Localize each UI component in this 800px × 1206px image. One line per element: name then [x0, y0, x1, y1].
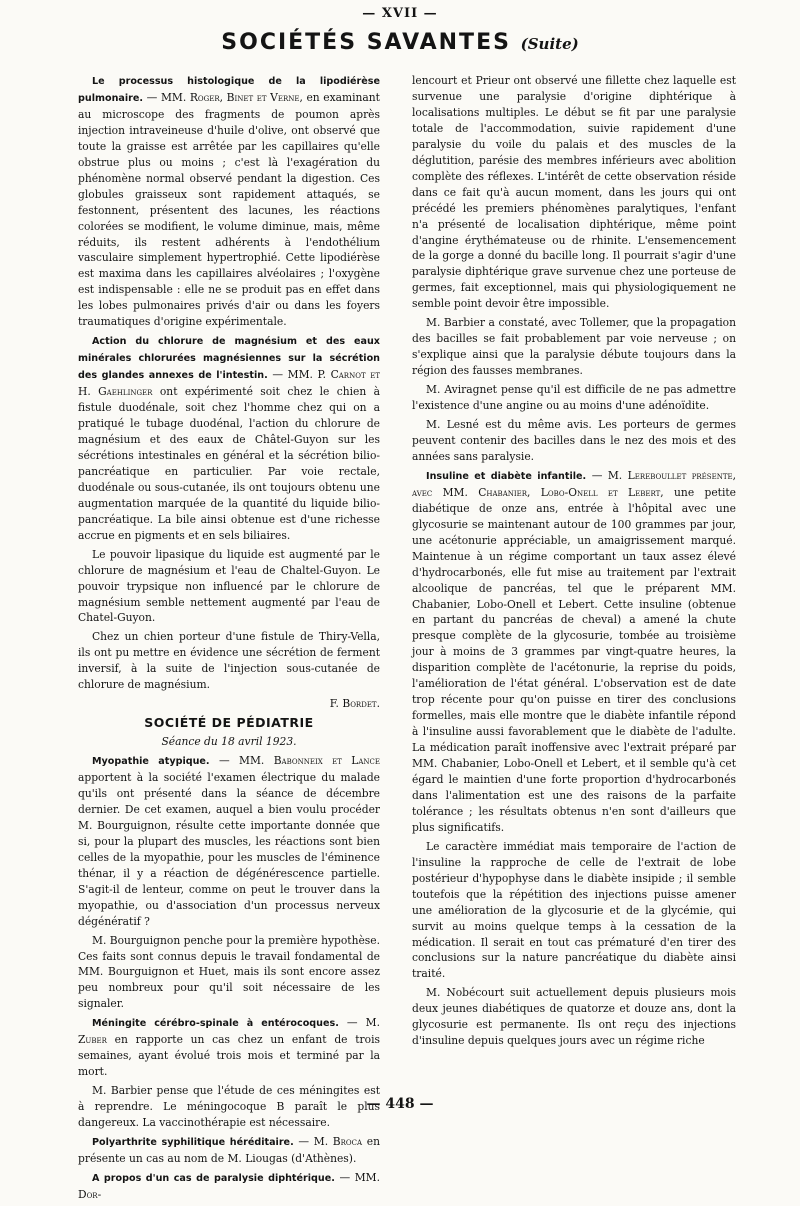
page-number: — 448 —	[366, 1096, 434, 1112]
article-paragraph: M. Bourguignon penche pour la première hypothèse. Ces faits sont connus depuis le travail fondamental de MM. Bourguignon et Huet, mais ils sont encore assez peu nombreux pour qu'il soit nécessaire de les signaler.	[78, 933, 380, 1011]
article-paragraph: M. Barbier a constaté, avec Tollemer, que la propagation des bacilles se fait probablement par voie nerveuse ; on s'explique ainsi que la paralysie débute toujours dans la région des fausses membranes.	[412, 316, 736, 378]
article-signature: F. Bordet.	[329, 697, 380, 711]
article-authors: — M. Broca	[298, 1135, 363, 1148]
left-column	[78, 73, 380, 1206]
article-body: une petite diabétique de onze ans, entrée à l'hôpital avec une glycosurie se maintenant autour de 100 grammes par jour, une acétonurie appréciable, un amaigrissement marqué. Maintenue à un régime comportant un taux assez élevé d'hydrocarbonés, elle fut mise au traitement par l'extrait alcoolique de pancréas, tel que le préparent MM. Chabanier, Lobo-Onell et Lebert. Cette insuline (obtenue en partant du pancréas de cheval) a amené la chute presque complète de la glycosurie, tombée au troisième jour à moins de 3 grammes par vingt-quatre heures, la disparition complète de l'acétonurie, la reprise du poids, l'amélioration de l'état général. L'observation est de date trop récente pour qu'on puisse en tirer des conclusions formelles, mais elle montre que le diabète infantile répond à l'insuline aussi favorablement que le diabète de l'adulte. La médication paraît inoffensive avec l'extrait préparé par MM. Chabanier, Lobo-Onell et Lebert, et il semble qu'à cet égard le maintien d'une forte proportion d'hydrocarbonés dans l'alimentation est une des raisons de la parfaite tolérance ; les résultats obtenus n'en sont d'ailleurs que plus significatifs.	[412, 485, 736, 834]
article-body-continued: lencourt et Prieur ont observé une fillette chez laquelle est survenue une paralysie d'origine diphtérique à localisations multiples. Le début se fit par une paralysie totale de l'accommodation, suivie rapidement d'une paralysie du voile du palais et des muscles de la déglutition, parésie des membres inférieurs avec abolition complète des réflexes. L'intérêt de cette observation réside dans ce fait qu'à aucun moment, dans les jours qui ont précédé les premiers phénomènes paralytiques, l'enfant n'a présenté de localisation diphtérique, même point d'angine érythémateuse ou de rhinite. L'ensemencement de la gorge a donné du bacille long. Il pourrait s'agir d'une paralysie diphtérique grave survenue chez une porteuse de germes, fait exceptionnel, mais qui physiologiquement ne semble point devoir être impossible.	[412, 74, 736, 311]
article-body: en examinant au microscope des fragments de poumon après injection intraveineuse d'huile d'olive, ont observé que toute la graisse est arrêtée par les capillaires qu'elle obstrue plus ou moins ; c'est là l'exagération du phénomène normal observé pendant la digestion. Ces globules graisseux sont rapidement attaqués, se festonnent, présentent des lacunes, les réactions colorées se modifient, le volume diminue, mais, même réduits, ils restent adhérents à l'endothélium vasculaire simplement hypertrophié. Cette lipodiérèse est maxima dans les capillaires alvéolaires ; l'oxygène est indispensable : elle ne se produit pas en effet dans les lobes pulmonaires privés d'air ou dans les foyers traumatiques d'origine expérimentale.	[78, 90, 380, 329]
article-title: Polyarthrite syphilitique héréditaire.	[92, 1137, 294, 1148]
article-polyarthrite	[78, 1134, 380, 1167]
article-paragraph: M. Barbier pense que l'étude de ces méningites est à reprendre. Le méningocoque B paraît le plus dangereux. La vaccinothérapie est nécessaire.	[78, 1084, 380, 1130]
article-lipodierese	[78, 73, 380, 330]
section-title-text: SOCIÉTÉS SAVANTES	[221, 30, 511, 55]
article-paragraph: Chez un chien porteur d'une fistule de Thiry-Vella, ils ont pu mettre en évidence une sécrétion de ferment inversif, à la suite de l'injection sous-cutanée de chlorure de magnésium.	[78, 630, 380, 692]
article-title: Le processus histologique de la lipodiérèse pulmonaire.	[78, 76, 380, 104]
page-header-roman-numeral: — XVII —	[362, 6, 438, 21]
article-body: en rapporte un cas chez un enfant de trois semaines, ayant évolué trois mois et terminé par la mort.	[78, 1033, 380, 1079]
article-body: apportent à la société l'examen électrique du malade qu'ils ont présenté dans la séance de décembre dernier. De cet examen, auquel a bien voulu procéder M. Bourguignon, résulte cette importante donnée que si, pour la plupart des muscles, les réactions sont bien celles de la myopathie, pour les muscles de l'éminence thénar, il y a réaction de dégénérescence partielle. S'agit-il de lenteur, comme on peut le trouver dans la myopathie, ou d'association d'un processus nerveux dégénératif ?	[78, 771, 380, 928]
society-heading: SOCIÉTÉ DE PÉDIATRIE	[144, 715, 314, 731]
article-paralysie-diphterique	[78, 1170, 380, 1203]
article-chlorure-magnesium	[78, 333, 380, 543]
article-paragraph: Le caractère immédiat mais temporaire de l'action de l'insuline la rapproche de celle de l'extrait de lobe postérieur d'hypophyse dans le diabète insipide ; il semble toutefois que la répétition des injections puisse amener une amélioration de la glycosurie et de la glycémie, qui survit au moins quelque temps à la cessation de la médication. Il serait en tout cas prématuré d'en tirer des conclusions sur la nature pancréatique du diabète ainsi traité.	[412, 839, 736, 981]
session-date: Séance du 18 avril 1923.	[161, 735, 297, 749]
article-meningite	[78, 1015, 380, 1080]
article-body: en présente un cas au nom de M. Liougas (d'Athènes).	[78, 1135, 380, 1165]
article-body: ont expérimenté soit chez le chien à fistule duodénale, soit chez l'homme chez qui on a pratiqué le tubage duodénal, l'action du chlorure de magnésium et des eaux de Châtel-Guyon sur les sécrétions intestinales en général et la sécrétion bilio-pancréatique en particulier. Par voie rectale, duodénale ou sous-cutanée, ils ont toujours obtenu une augmentation marquée de la quantité du liquide bilio-pancréatique. La bile ainsi obtenue est d'une richesse accrue en pigments et en sels biliaires.	[78, 385, 381, 542]
article-myopathie	[78, 753, 380, 929]
article-title: Myopathie atypique.	[92, 756, 210, 768]
article-paragraph: M. Aviragnet pense qu'il est difficile de ne pas admettre l'existence d'une angine ou au moins d'une adénoïdite.	[412, 383, 736, 413]
article-paragraph: Le pouvoir lipasique du liquide est augmenté par le chlorure de magnésium et l'eau de Chaltel-Guyon. Le pouvoir trypsique non influencé par le chlorure de magnésium semble nettement augmenté par l'eau de Chatel-Guyon.	[78, 547, 380, 625]
article-authors: — M. Zuber	[78, 1016, 380, 1047]
right-column	[412, 73, 736, 1052]
article-paragraph: M. Lesné est du même avis. Les porteurs de germes peuvent contenir des bacilles dans le nez des mois et des années sans paralysie.	[412, 418, 736, 463]
article-insuline	[412, 468, 736, 836]
section-title	[0, 30, 800, 55]
article-authors: — M. Lereboullet présente, avec MM. Chabanier, Lobo-Onell et Lebert,	[412, 468, 737, 499]
article-authors: — MM. Dor-	[78, 1170, 380, 1201]
section-title-suffix: (Suite)	[520, 35, 579, 53]
article-title: Méningite cérébro-spinale à entérocoques.	[92, 1018, 339, 1030]
article-authors: — MM. Roger, Binet et Verne,	[146, 90, 303, 104]
article-paragraph: M. Nobécourt suit actuellement depuis plusieurs mois deux jeunes diabétiques de quatorze et douze ans, dont la glycosurie est permanente. Ils ont reçu des injections d'insuline depuis quelques jours avec un régime riche	[412, 986, 736, 1048]
article-title: A propos d'un cas de paralysie diphtérique.	[92, 1172, 335, 1184]
article-title: Insuline et diabète infantile.	[426, 470, 587, 482]
article-authors: — MM. P. Carnot et H. Gaehlinger	[78, 368, 380, 399]
article-title: Action du chlorure de magnésium et des eaux minérales chlorurées magnésiennes sur la sécrétion des glandes annexes de l'intestin.	[78, 336, 380, 382]
article-authors: — MM. Babonneix et Lance	[218, 754, 380, 768]
